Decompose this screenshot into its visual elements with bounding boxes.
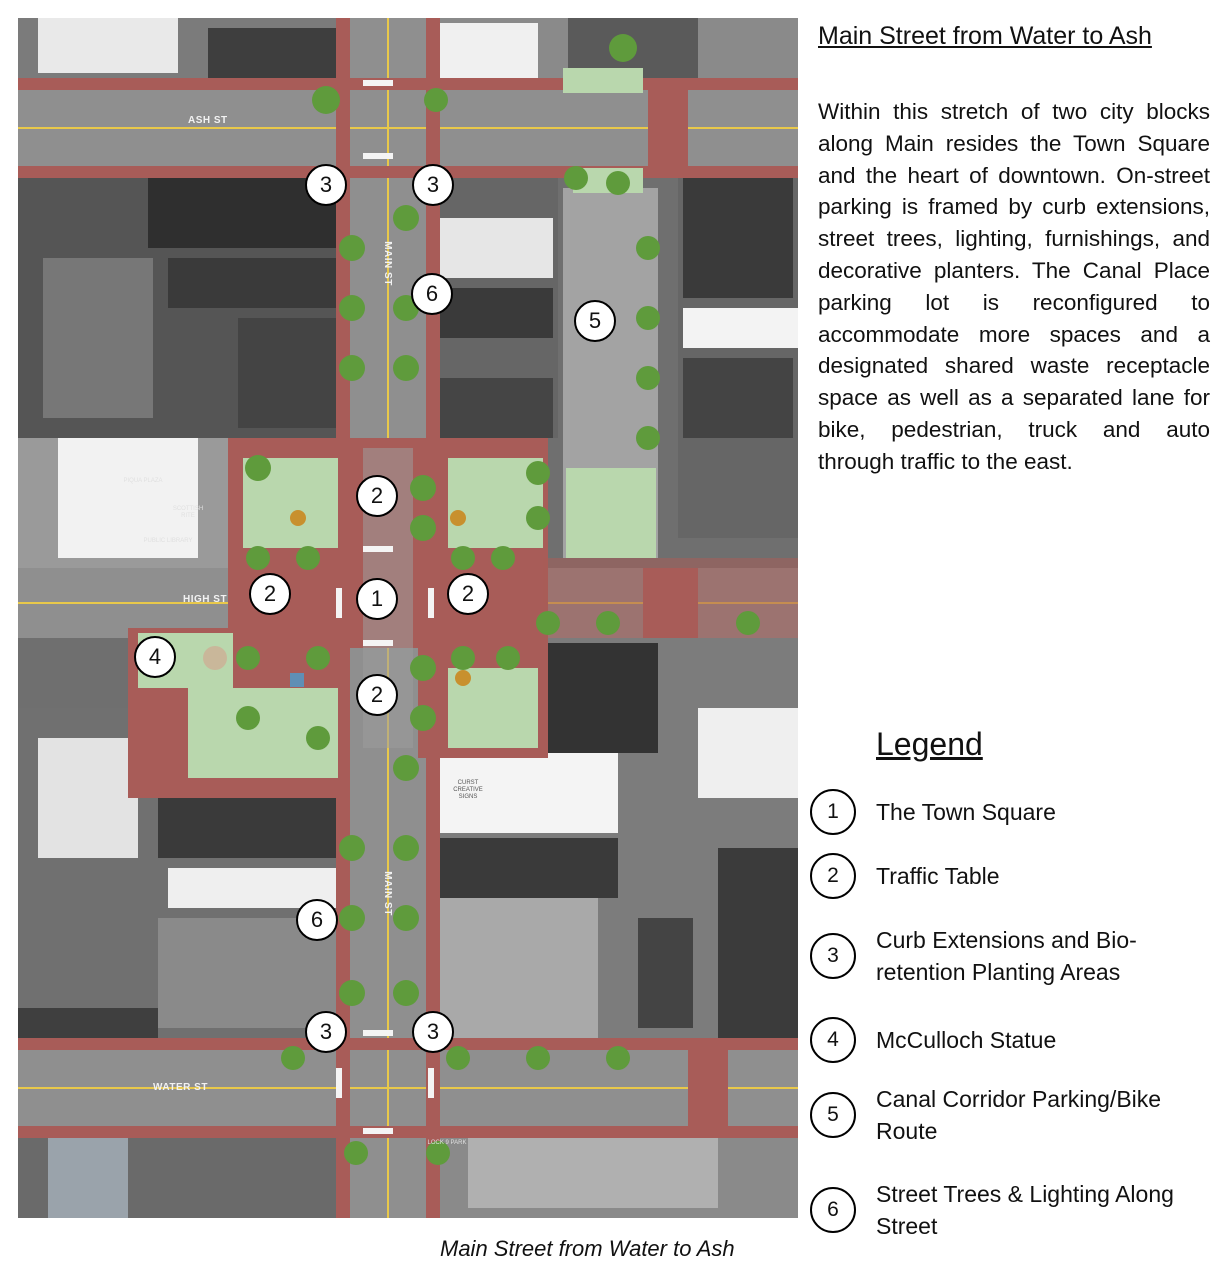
- marker-canal-corridor: 5: [574, 300, 616, 342]
- map-caption: Main Street from Water to Ash: [440, 1236, 735, 1261]
- marker-traffic-table-east: 2: [447, 573, 489, 615]
- legend-item: [810, 1083, 1220, 1147]
- page-title: Main Street from Water to Ash: [818, 22, 1152, 50]
- legend-label: Curb Extensions and Bio-retention Planting Areas: [876, 927, 1137, 985]
- legend-label: Street Trees & Lighting Along Street: [876, 1181, 1174, 1239]
- ash-st-label: ASH ST: [188, 115, 228, 126]
- legend-label: Canal Corridor Parking/Bike Route: [876, 1086, 1162, 1144]
- main-st-south-label: MAIN ST: [381, 871, 393, 916]
- legend-item: [810, 1017, 1220, 1063]
- library-label: PUBLIC LIBRARY: [143, 538, 193, 544]
- aerial-plan: [18, 18, 798, 1218]
- marker-street-trees-north: 6: [411, 273, 453, 315]
- site-plan-map: [18, 18, 798, 1218]
- legend-number: 5: [810, 1092, 856, 1138]
- marker-town-square: 1: [356, 578, 398, 620]
- legend-number: 2: [810, 853, 856, 899]
- marker-curb-extension-sw: 3: [305, 1011, 347, 1053]
- legend-item: [810, 789, 1220, 835]
- legend-label: The Town Square: [876, 799, 1056, 825]
- scottish-rite-label: SCOTTISH RITE: [172, 506, 204, 519]
- lock-park-label: LOCK 9 PARK: [427, 1140, 467, 1146]
- legend-label: McCulloch Statue: [876, 1027, 1057, 1053]
- description-paragraph: Within this stretch of two city blocks along Main resides the Town Square and the heart of downtown. On-street parking is framed by curb extensions, street trees, lighting, furnishings, and decorative planters. The Canal Place parking lot is reconfigured to accommodate more spaces and a designated shared waste receptacle space as well as a separated lane for bike, pedestrian, truck and auto through traffic to the east.: [818, 99, 1210, 474]
- marker-mcculloch-statue: 4: [134, 636, 176, 678]
- marker-curb-extension-ne: 3: [412, 164, 454, 206]
- legend-item: [810, 924, 1220, 988]
- marker-traffic-table-north: 2: [356, 475, 398, 517]
- main-st-north-label: MAIN ST: [381, 241, 393, 286]
- high-st-label: HIGH ST: [183, 594, 228, 605]
- legend-number: 3: [810, 933, 856, 979]
- marker-curb-extension-nw: 3: [305, 164, 347, 206]
- marker-curb-extension-se: 3: [412, 1011, 454, 1053]
- legend-number: 6: [810, 1187, 856, 1233]
- legend-number: 1: [810, 789, 856, 835]
- legend-title: Legend: [876, 726, 983, 762]
- marker-street-trees-south: 6: [296, 899, 338, 941]
- creative-signs-label: CURST CREATIVE SIGNS: [453, 780, 483, 800]
- legend-number: 4: [810, 1017, 856, 1063]
- water-st-label: WATER ST: [153, 1082, 208, 1093]
- marker-traffic-table-west: 2: [249, 573, 291, 615]
- legend-label: Traffic Table: [876, 863, 1000, 889]
- legend-item: [810, 853, 1220, 899]
- legend-item: [810, 1178, 1220, 1242]
- piqua-plaza-label: PIQUA PLAZA: [123, 478, 163, 484]
- marker-traffic-table-south: 2: [356, 674, 398, 716]
